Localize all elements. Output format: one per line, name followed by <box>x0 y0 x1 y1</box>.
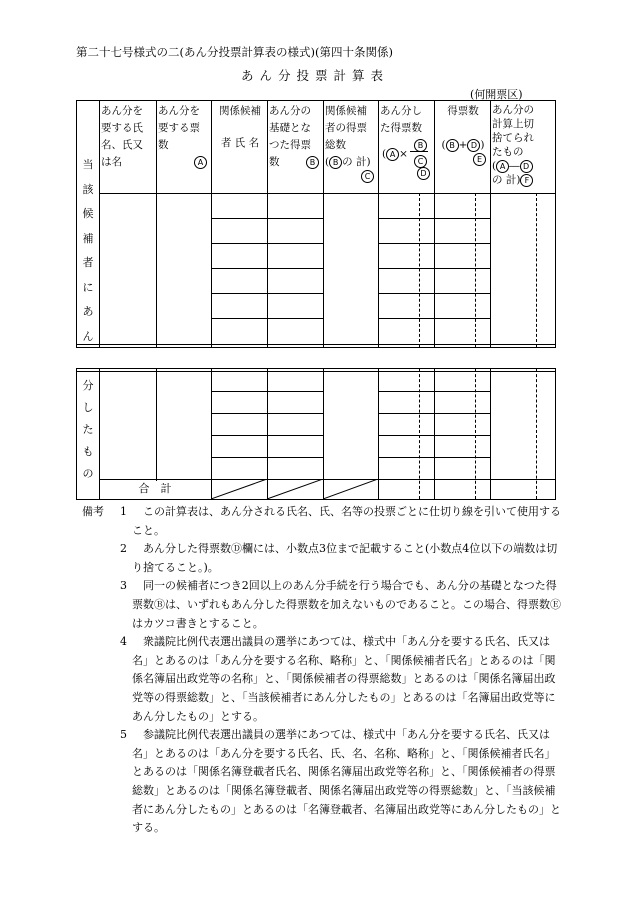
note-item: 3 同一の候補者につき2回以上のあん分手続を行う場合でも、あん分の基礎となつた得票数Ⓑは、いずれもあん分した得票数を加えないものであること。この場合、得票数Ⓔはカツコ書きとすること。 <box>120 579 561 630</box>
district-label: (何開票区) <box>470 88 523 101</box>
mark-a-diff: A <box>496 160 509 173</box>
form-title: 第二十七号様式の二(あん分投票計算表の様式)(第四十条関係) <box>76 45 393 59</box>
header-base-votes: あん分の 基礎とな つた得票 数 B <box>269 103 323 171</box>
note-item: 1 この計算表は、あん分される氏名、氏、名等の投票ごとに仕切り線を引いて使用すること。 <box>120 505 561 537</box>
total-label: 合 計 <box>138 482 172 495</box>
mark-a: A <box>194 156 207 169</box>
header-votes-requiring-apportion: あん分を 要する票 数 A <box>158 103 211 171</box>
mark-b-num: B <box>414 139 427 152</box>
total-row-diagonals-left <box>211 479 323 499</box>
row-header-top: 当 該 候 補 者 に あ ん <box>82 158 94 343</box>
header-names-requiring-apportion: あん分を 要する氏 名、氏又 は名 <box>101 105 143 168</box>
mark-a-ref: A <box>386 148 399 161</box>
header-apportioned-votes: あん分し た得票数 ( A × B C D <box>380 103 434 182</box>
mark-f: F <box>520 174 533 187</box>
mark-c-den: C <box>414 155 427 168</box>
header-vote-count: 得票数 ( B + D ) E <box>441 105 485 164</box>
header-truncated-votes: あん分の 計算上切 捨てられ たもの ( A ― D の 計) F <box>492 104 534 186</box>
mark-d-sum: D <box>467 139 480 152</box>
header-candidate-name: 関係候補 者 氏 名 <box>219 105 261 149</box>
mark-b-sum: B <box>446 139 459 152</box>
mark-d: D <box>417 167 430 180</box>
note-item: 2 あん分した得票数Ⓓ欄には、小数点3位まで記載すること(小数点4位以下の端数は切り捨てること。)。 <box>120 542 558 574</box>
mark-b: B <box>306 156 319 169</box>
notes-label: 備考 <box>82 505 104 518</box>
header-candidate-total-votes: 関係候補 者の得票 総数 ( B の 計) C <box>325 103 378 185</box>
calculation-table-upper <box>76 100 556 348</box>
note-item: 5 参議院比例代表選出議員の選挙にあつては、様式中「あん分を要する氏名、氏又は名」とあるのは「あん分を要する氏名、氏、名、名称、略称」と、「関係候補者氏名」とあるのは「関係名簿登載者氏名、関係名簿届出政党等名称」と、「関係候補者の得票総数」とあるのは「関係名簿登載者、関係名簿届出政党等の得票総数」と、「当該候補者にあん分したもの」とあるのは「名簿登載者、名簿届出政党等にあん分したもの」とする。 <box>120 728 561 835</box>
mark-b-ref: B <box>329 156 342 169</box>
calculation-table-lower <box>76 368 556 500</box>
mark-c: C <box>361 170 374 183</box>
document-title: あん分投票計算表 <box>240 68 389 83</box>
mark-e: E <box>473 153 486 166</box>
note-item: 4 衆議院比例代表選出議員の選挙にあつては、様式中「あん分を要する氏名、氏又は名」とあるのは「あん分を要する名称、略称」と、「関係候補者氏名」とあるのは「関係名簿届出政党等の名称」と、「関係候補者の得票総数」とあるのは「関係名簿届出政党等の得票総数」と、「当該候補者にあん分したもの」とあるのは「名簿届出政党等にあん分したもの」とする。 <box>120 635 556 723</box>
notes-section <box>82 503 562 838</box>
total-row-diagonal-c <box>323 479 378 499</box>
row-header-bottom: 分 し た も の <box>82 379 94 480</box>
mark-d-diff: D <box>520 160 533 173</box>
